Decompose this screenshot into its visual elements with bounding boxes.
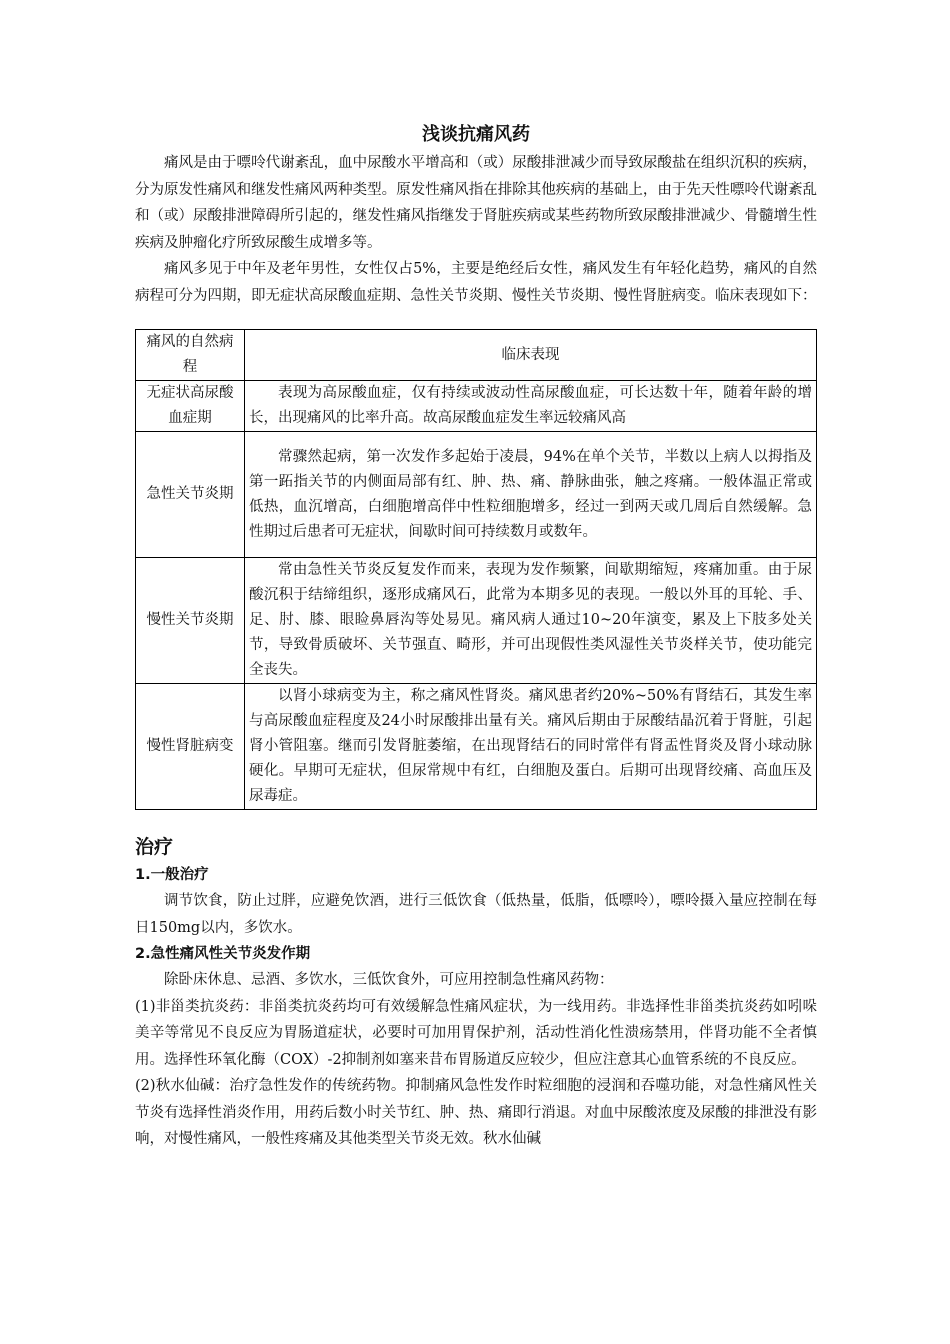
treatment-heading: 治疗	[135, 836, 174, 858]
table-cell-desc	[245, 684, 817, 810]
table-header-stage: 痛风的自然病程	[136, 330, 245, 381]
desc-text: 常由急性关节炎反复发作而来，表现为发作频繁，间歇期缩短，疼痛加重。由于尿酸沉积于结缔组织，逐形成痛风石，此常为本期多见的表现。一般以外耳的耳轮、手、足、肘、膝、眼睑鼻唇沟等处易见。痛风病人通过10~20年演变，累及上下肢多处关节，导致骨质破坏、关节强直、畸形，并可出现假性类风湿性关节炎样关节，使功能完全丧失。	[249, 562, 812, 678]
table-cell-desc	[245, 432, 817, 558]
table-header-row	[136, 330, 817, 381]
table-cell-stage: 慢性关节炎期	[136, 558, 245, 684]
document-title: 浅谈抗痛风药	[422, 124, 530, 145]
table-row	[136, 432, 817, 558]
drug-item-nsaid: (1)非甾类抗炎药：非甾类抗炎药均可有效缓解急性痛风症状，为一线用药。非选择性非甾类抗炎药如吲哚美辛等常见不良反应为胃肠道症状，必要时可加用胃保护剂，活动性消化性溃疡禁用，伴肾功能不全者慎用。选择性环氧化酶（COX）-2抑制剂如塞来昔布胃肠道反应较少，但应注意其心血管系统的不良反应。	[135, 998, 817, 1068]
table-header-desc: 临床表现	[245, 330, 817, 381]
table-cell-stage: 急性关节炎期	[136, 432, 245, 558]
clinical-manifestation-table	[135, 329, 817, 810]
document-page	[135, 120, 817, 1153]
table-cell-desc	[245, 558, 817, 684]
intro-paragraph-1: 痛风是由于嘌呤代谢紊乱，血中尿酸水平增高和（或）尿酸排泄减少而导致尿酸盐在组织沉积的疾病，分为原发性痛风和继发性痛风两种类型。原发性痛风指在排除其他疾病的基础上，由于先天性嘌呤代谢紊乱和（或）尿酸排泄障碍所引起的，继发性痛风指继发于肾脏疾病或某些药物所致尿酸排泄减少、骨髓增生性疾病及肿瘤化疗所致尿酸生成增多等。	[135, 155, 817, 251]
table-row	[136, 381, 817, 432]
table-cell-stage: 慢性肾脏病变	[136, 684, 245, 810]
table-cell-stage: 无症状高尿酸血症期	[136, 381, 245, 432]
section-1-text: 调节饮食，防止过胖，应避免饮酒，进行三低饮食（低热量，低脂，低嘌呤），嘌呤摄入量应控制在每日150mg以内，多饮水。	[135, 893, 817, 936]
section-2-title: 2.急性痛风性关节炎发作期	[135, 946, 311, 962]
section-2-text: 除卧床休息、忌酒、多饮水，三低饮食外，可应用控制急性痛风药物：	[164, 972, 614, 988]
intro-paragraph-2: 痛风多见于中年及老年男性，女性仅占5%，主要是绝经后女性，痛风发生有年轻化趋势，痛风的自然病程可分为四期，即无症状高尿酸血症期、急性关节炎期、慢性关节炎期、慢性肾脏病变。临床表现如下：	[135, 261, 817, 304]
table-row	[136, 558, 817, 684]
desc-text: 常骤然起病，第一次发作多起始于凌晨，94%在单个关节，半数以上病人以拇指及第一跖指关节的内侧面局部有红、肿、热、痛、静脉曲张，触之疼痛。一般体温正常或低热，血沉增高，白细胞增高伴中性粒细胞增多，经过一到两天或几周后自然缓解。急性期过后患者可无症状，间歇时间可持续数月或数年。	[249, 448, 812, 540]
desc-text: 表现为高尿酸血症，仅有持续或波动性高尿酸血症，可长达数十年，随着年龄的增长，出现痛风的比率升高。故高尿酸血症发生率远较痛风高	[249, 385, 812, 426]
table-row	[136, 684, 817, 810]
table-cell-desc	[245, 381, 817, 432]
drug-item-colchicine: (2)秋水仙碱：治疗急性发作的传统药物。抑制痛风急性发作时粒细胞的浸润和吞噬功能，对急性痛风性关节炎有选择性消炎作用，用药后数小时关节红、肿、热、痛即行消退。对血中尿酸浓度及尿酸的排泄没有影响，对慢性痛风，一般性疼痛及其他类型关节炎无效。秋水仙碱	[135, 1078, 817, 1147]
desc-text: 以肾小球病变为主，称之痛风性肾炎。痛风患者约20%~50%有肾结石，其发生率与高尿酸血症程度及24小时尿酸排出量有关。痛风后期由于尿酸结晶沉着于肾脏，引起肾小管阻塞。继而引发肾脏萎缩，在出现肾结石的同时常伴有肾盂性肾炎及肾小球动脉硬化。早期可无症状，但尿常规中有红，白细胞及蛋白。后期可出现肾绞痛、高血压及尿毒症。	[249, 688, 812, 804]
section-1-title: 1.一般治疗	[135, 867, 209, 883]
